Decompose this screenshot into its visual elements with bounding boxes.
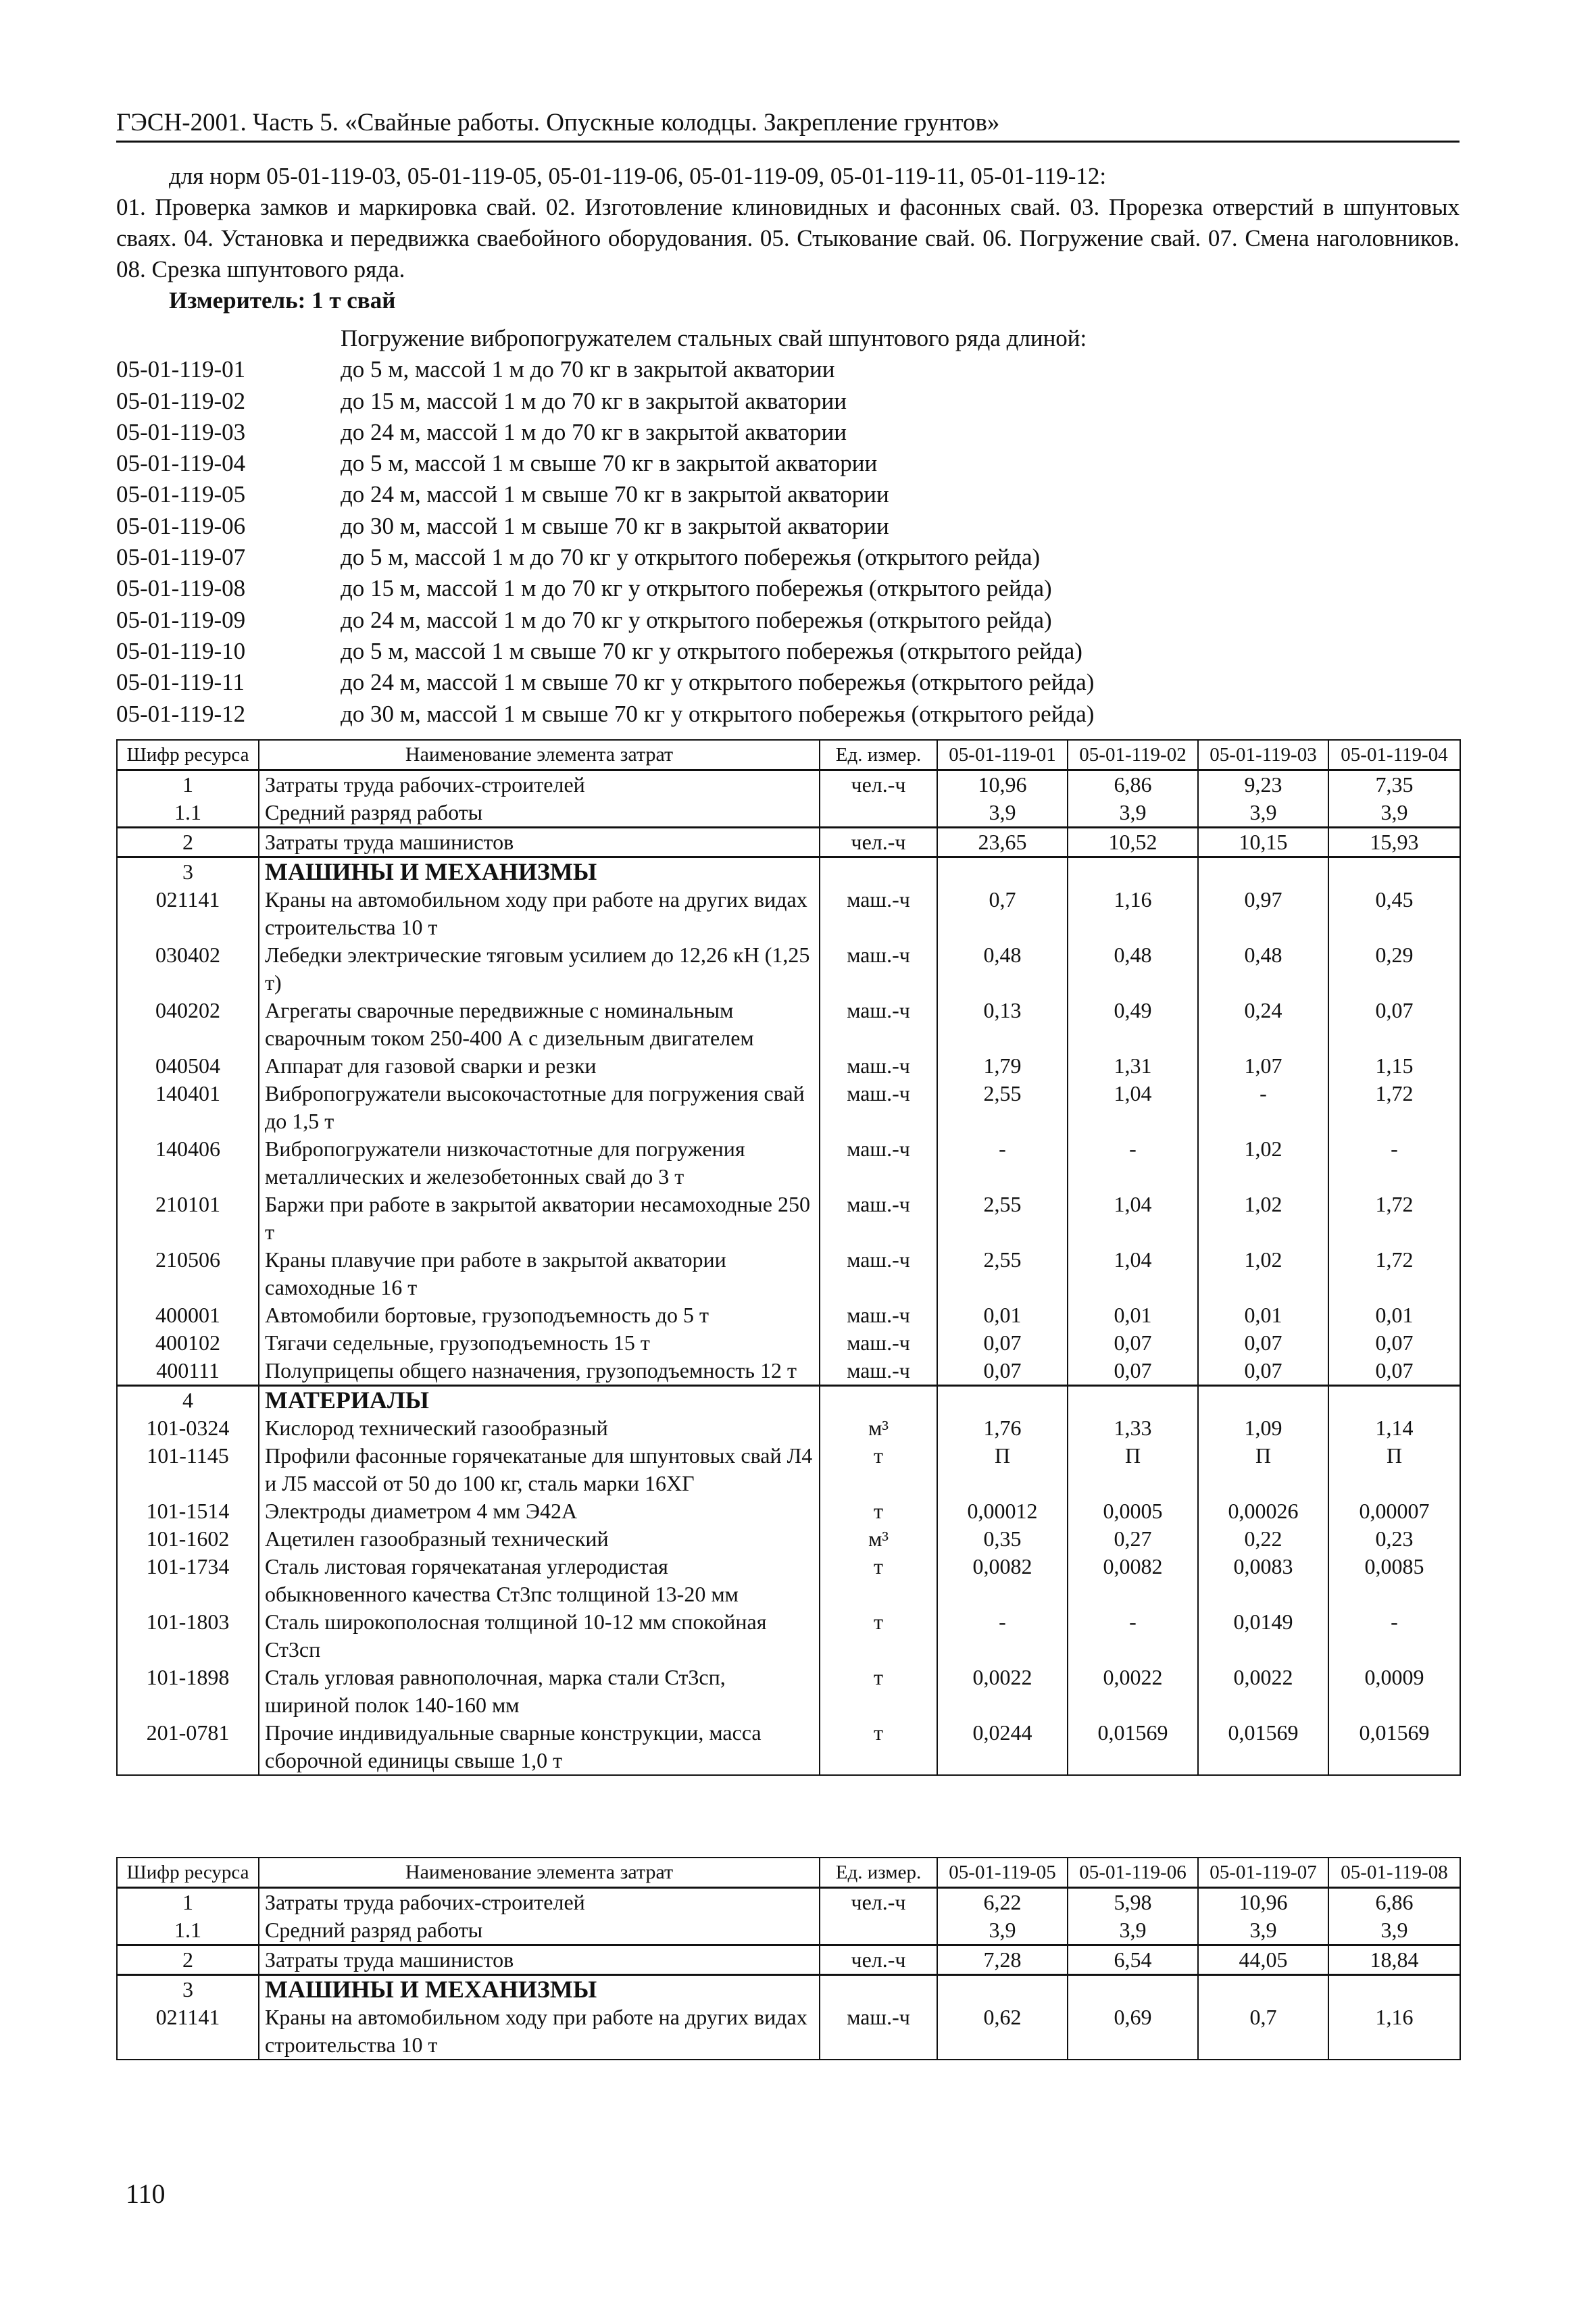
norm-value <box>937 1386 1068 1415</box>
unit-cell: т <box>820 1664 937 1719</box>
norm-value <box>1328 1386 1460 1415</box>
resource-code: 101-1602 <box>117 1525 259 1553</box>
cost-element-name: Автомобили бортовые, грузоподъемность до 5 т <box>259 1301 820 1329</box>
unit-cell: м³ <box>820 1525 937 1553</box>
norm-code: 05-01-119-05 <box>116 481 246 508</box>
resource-code: 040202 <box>117 997 259 1052</box>
norm-value <box>1198 857 1328 887</box>
norm-value: 0,07 <box>1328 1357 1460 1386</box>
cost-element-name: Кислород технический газообразный <box>259 1414 820 1442</box>
norm-value: 0,07 <box>1068 1329 1198 1357</box>
header-norm-col: 05-01-119-01 <box>937 740 1068 770</box>
page-number: 110 <box>126 2179 166 2209</box>
cost-element-name: Ацетилен газообразный технический <box>259 1525 820 1553</box>
table-row <box>117 2003 1460 2060</box>
unit-cell: маш.-ч <box>820 941 937 997</box>
table-row <box>117 997 1460 1052</box>
cost-element-name: Профили фасонные горячекатаные для шпунтовых свай Л4 и Л5 массой от 50 до 100 кг, сталь марки 16ХГ <box>259 1442 820 1497</box>
table-row <box>117 1945 1460 1975</box>
norm-row <box>116 573 1460 604</box>
table-row <box>117 1719 1460 1775</box>
cost-element-name: Затраты труда машинистов <box>259 1945 820 1975</box>
work-description <box>116 161 1460 316</box>
norm-value: 0,23 <box>1328 1525 1460 1553</box>
table-row <box>117 1664 1460 1719</box>
norm-value: 6,86 <box>1068 770 1198 799</box>
norm-value: П <box>1198 1442 1328 1497</box>
norm-row <box>116 354 1460 385</box>
cost-element-name: Затраты труда рабочих-строителей <box>259 770 820 799</box>
section-row <box>117 1386 1460 1415</box>
norm-value: 0,0082 <box>937 1553 1068 1608</box>
norm-row <box>116 511 1460 542</box>
page-header <box>116 107 1460 143</box>
unit-cell: маш.-ч <box>820 1301 937 1329</box>
table-row <box>117 1357 1460 1386</box>
table-row <box>117 1329 1460 1357</box>
cost-element-name: Краны на автомобильном ходу при работе на других видах строительства 10 т <box>259 2003 820 2060</box>
cost-element-name: Вибропогружатели низкочастотные для погружения металлических и железобетонных свай до 3 т <box>259 1135 820 1191</box>
header-name: Наименование элемента затрат <box>259 740 820 770</box>
table-row <box>117 1442 1460 1497</box>
norm-value: 0,0022 <box>1068 1664 1198 1719</box>
unit-cell <box>820 1916 937 1945</box>
unit-cell: чел.-ч <box>820 1888 937 1917</box>
norm-value: 0,0244 <box>937 1719 1068 1775</box>
section-row <box>117 1975 1460 2004</box>
norm-list-title: Погружение вибропогружателем стальных свай шпунтового ряда длиной: <box>341 325 1087 351</box>
unit-cell: т <box>820 1553 937 1608</box>
norm-value: 2,55 <box>937 1191 1068 1246</box>
resource-code: 2 <box>117 828 259 857</box>
table-row <box>117 1525 1460 1553</box>
norm-value: 1,07 <box>1198 1052 1328 1080</box>
norm-description: до 24 м, массой 1 м свыше 70 кг у открытого побережья (открытого рейда) <box>341 669 1095 696</box>
norm-value: 2,55 <box>937 1246 1068 1301</box>
norm-value: 0,01 <box>1328 1301 1460 1329</box>
table-header-row <box>117 740 1460 770</box>
norm-value: 7,35 <box>1328 770 1460 799</box>
header-code: Шифр ресурса <box>117 740 259 770</box>
cost-element-name: Лебедки электрические тяговым усилием до 12,26 кН (1,25 т) <box>259 941 820 997</box>
norm-value <box>937 1975 1068 2004</box>
cost-element-name: Краны плавучие при работе в закрытой акватории самоходные 16 т <box>259 1246 820 1301</box>
norm-value: 5,98 <box>1068 1888 1198 1917</box>
norm-items <box>116 354 1460 730</box>
norm-value: 6,54 <box>1068 1945 1198 1975</box>
unit-cell <box>820 857 937 887</box>
table-row <box>117 1888 1460 1917</box>
norm-value: 3,9 <box>1068 1916 1198 1945</box>
table-row <box>117 1608 1460 1664</box>
unit-cell: т <box>820 1719 937 1775</box>
norm-value: 1,15 <box>1328 1052 1460 1080</box>
norm-value: 1,16 <box>1328 2003 1460 2060</box>
resource-code: 101-1514 <box>117 1497 259 1525</box>
norm-value: 0,01569 <box>1068 1719 1198 1775</box>
resource-code: 030402 <box>117 941 259 997</box>
cost-element-name: Затраты труда рабочих-строителей <box>259 1888 820 1917</box>
norm-description: до 15 м, массой 1 м до 70 кг у открытого побережья (открытого рейда) <box>341 575 1052 602</box>
header-norm-col: 05-01-119-06 <box>1068 1858 1198 1888</box>
norm-description: до 5 м, массой 1 м до 70 кг у открытого побережья (открытого рейда) <box>341 544 1041 571</box>
norm-value: 0,07 <box>1198 1357 1328 1386</box>
norm-value: 3,9 <box>1328 799 1460 828</box>
header-code: Шифр ресурса <box>117 1858 259 1888</box>
norm-value: 0,0005 <box>1068 1497 1198 1525</box>
header-norm-col: 05-01-119-07 <box>1198 1858 1328 1888</box>
norm-value: 23,65 <box>937 828 1068 857</box>
section-row <box>117 857 1460 887</box>
norm-value: 6,86 <box>1328 1888 1460 1917</box>
norm-value: 0,00007 <box>1328 1497 1460 1525</box>
norm-value: 0,07 <box>1328 997 1460 1052</box>
resource-code: 101-1898 <box>117 1664 259 1719</box>
resource-code: 101-0324 <box>117 1414 259 1442</box>
norm-code: 05-01-119-10 <box>116 637 246 664</box>
norm-value: - <box>937 1608 1068 1664</box>
norm-value: 1,16 <box>1068 886 1198 941</box>
norm-value: 0,62 <box>937 2003 1068 2060</box>
resource-code: 101-1803 <box>117 1608 259 1664</box>
cost-element-name: Агрегаты сварочные передвижные с номинальным сварочным током 250-400 А с дизельным двигателем <box>259 997 820 1052</box>
norm-value: 0,0082 <box>1068 1553 1198 1608</box>
norm-value: 0,29 <box>1328 941 1460 997</box>
resource-code: 021141 <box>117 2003 259 2060</box>
norm-value <box>937 857 1068 887</box>
header-norm-col: 05-01-119-04 <box>1328 740 1460 770</box>
cost-element-name: Прочие индивидуальные сварные конструкции, масса сборочной единицы свыше 1,0 т <box>259 1719 820 1775</box>
header-norm-col: 05-01-119-05 <box>937 1858 1068 1888</box>
norm-value: 2,55 <box>937 1080 1068 1135</box>
norm-value: 9,23 <box>1198 770 1328 799</box>
resource-code: 3 <box>117 1975 259 2004</box>
norm-row <box>116 699 1460 730</box>
norm-value: 0,7 <box>937 886 1068 941</box>
norm-code: 05-01-119-12 <box>116 700 246 727</box>
norm-value <box>1198 1386 1328 1415</box>
table-row <box>117 1246 1460 1301</box>
norm-value: П <box>937 1442 1068 1497</box>
norm-code: 05-01-119-09 <box>116 606 246 633</box>
norm-value: 0,07 <box>937 1357 1068 1386</box>
resource-code: 1.1 <box>117 1916 259 1945</box>
unit-cell <box>820 1386 937 1415</box>
norm-value: 0,0085 <box>1328 1553 1460 1608</box>
norm-value: 0,13 <box>937 997 1068 1052</box>
norm-value: 0,01 <box>937 1301 1068 1329</box>
unit-cell: маш.-ч <box>820 1329 937 1357</box>
norm-value: 18,84 <box>1328 1945 1460 1975</box>
norm-value: 1,04 <box>1068 1246 1198 1301</box>
resource-code: 040504 <box>117 1052 259 1080</box>
resource-table-2 <box>116 1857 1461 2060</box>
norm-value: 0,35 <box>937 1525 1068 1553</box>
cost-element-name: Сталь листовая горячекатаная углеродистая обыкновенного качества Ст3пс толщиной 13-20 мм <box>259 1553 820 1608</box>
norm-value: - <box>1328 1608 1460 1664</box>
resource-table-1 <box>116 739 1461 1776</box>
table-row <box>117 1135 1460 1191</box>
norm-value: 3,9 <box>937 799 1068 828</box>
norm-value <box>1068 1975 1198 2004</box>
cost-element-name: МАШИНЫ И МЕХАНИЗМЫ <box>259 857 820 887</box>
header-norm-col: 05-01-119-02 <box>1068 740 1198 770</box>
norm-value: 0,49 <box>1068 997 1198 1052</box>
norm-code: 05-01-119-11 <box>116 669 245 696</box>
work-intro: для норм 05-01-119-03, 05-01-119-05, 05-01-119-06, 05-01-119-09, 05-01-119-11, 05-01-119-12: <box>169 163 1107 189</box>
norm-value: 10,52 <box>1068 828 1198 857</box>
norm-value: 0,24 <box>1198 997 1328 1052</box>
norm-value: 10,15 <box>1198 828 1328 857</box>
norm-value: 0,48 <box>1198 941 1328 997</box>
table-row <box>117 941 1460 997</box>
norm-value: 3,9 <box>1328 1916 1460 1945</box>
resource-code: 4 <box>117 1386 259 1415</box>
header-unit: Ед. измер. <box>820 1858 937 1888</box>
norm-description: до 5 м, массой 1 м до 70 кг в закрытой акватории <box>341 356 835 383</box>
norm-row <box>116 417 1460 448</box>
norm-value: П <box>1328 1442 1460 1497</box>
resource-code: 201-0781 <box>117 1719 259 1775</box>
work-operations: 01. Проверка замков и маркировка свай. 02. Изготовление клиновидных и фасонных свай. 03. Прорезка отверстий в шпунтовых сваях. 04. Установка и передвижка сваебойного оборудования. 05. Стыкование свай. 06. Погружение свай. 07. Смена наголовников. 08. Срезка шпунтового ряда. <box>116 194 1460 282</box>
cost-element-name: Электроды диаметром 4 мм Э42А <box>259 1497 820 1525</box>
resource-code: 210506 <box>117 1246 259 1301</box>
norm-value: 10,96 <box>1198 1888 1328 1917</box>
norm-value <box>1068 857 1198 887</box>
norm-value: 0,48 <box>1068 941 1198 997</box>
norm-code: 05-01-119-03 <box>116 418 246 445</box>
norm-value: 0,07 <box>1198 1329 1328 1357</box>
norm-value: 0,0083 <box>1198 1553 1328 1608</box>
norm-value: 7,28 <box>937 1945 1068 1975</box>
norm-row <box>116 479 1460 510</box>
cost-element-name: Баржи при работе в закрытой акватории несамоходные 250 т <box>259 1191 820 1246</box>
norm-value: 3,9 <box>937 1916 1068 1945</box>
norm-value: 0,01569 <box>1328 1719 1460 1775</box>
norm-code: 05-01-119-01 <box>116 356 246 383</box>
norm-row <box>116 667 1460 698</box>
norm-value: 0,69 <box>1068 2003 1198 2060</box>
header-name: Наименование элемента затрат <box>259 1858 820 1888</box>
table-row <box>117 1497 1460 1525</box>
norm-value <box>1328 1975 1460 2004</box>
norm-value: 0,07 <box>937 1329 1068 1357</box>
norm-value: 0,27 <box>1068 1525 1198 1553</box>
norm-row <box>116 636 1460 667</box>
norm-value: 0,00012 <box>937 1497 1068 1525</box>
norm-value: 0,00026 <box>1198 1497 1328 1525</box>
norm-value: 0,0009 <box>1328 1664 1460 1719</box>
unit-cell: маш.-ч <box>820 997 937 1052</box>
unit-cell: чел.-ч <box>820 1945 937 1975</box>
norm-value: - <box>1068 1608 1198 1664</box>
cost-element-name: Сталь широкополосная толщиной 10-12 мм спокойная Ст3сп <box>259 1608 820 1664</box>
norm-value: 1,14 <box>1328 1414 1460 1442</box>
unit-cell: маш.-ч <box>820 1135 937 1191</box>
table-header-row <box>117 1858 1460 1888</box>
table-row <box>117 1553 1460 1608</box>
cost-element-name: Затраты труда машинистов <box>259 828 820 857</box>
resource-code: 1.1 <box>117 799 259 828</box>
unit-cell <box>820 1975 937 2004</box>
norm-value: 0,22 <box>1198 1525 1328 1553</box>
norm-value: 1,72 <box>1328 1080 1460 1135</box>
table-row <box>117 1080 1460 1135</box>
resource-code: 210101 <box>117 1191 259 1246</box>
resource-code: 400001 <box>117 1301 259 1329</box>
norm-value: 44,05 <box>1198 1945 1328 1975</box>
resource-code: 400102 <box>117 1329 259 1357</box>
norm-value: 1,04 <box>1068 1191 1198 1246</box>
norm-code: 05-01-119-02 <box>116 387 246 414</box>
norm-value: - <box>1198 1080 1328 1135</box>
table-row <box>117 1052 1460 1080</box>
resource-code: 1 <box>117 770 259 799</box>
cost-element-name: Аппарат для газовой сварки и резки <box>259 1052 820 1080</box>
norm-code: 05-01-119-08 <box>116 575 246 602</box>
norm-value: 0,0022 <box>1198 1664 1328 1719</box>
cost-element-name: Средний разряд работы <box>259 799 820 828</box>
norm-value: 1,09 <box>1198 1414 1328 1442</box>
resource-code: 021141 <box>117 886 259 941</box>
norm-value: 1,02 <box>1198 1135 1328 1191</box>
unit-cell: маш.-ч <box>820 1052 937 1080</box>
cost-element-name: Средний разряд работы <box>259 1916 820 1945</box>
norm-description: до 24 м, массой 1 м до 70 кг в закрытой акватории <box>341 418 847 445</box>
cost-element-name: МАТЕРИАЛЫ <box>259 1386 820 1415</box>
norm-description: до 30 м, массой 1 м свыше 70 кг у открытого побережья (открытого рейда) <box>341 700 1095 727</box>
norm-value: 1,02 <box>1198 1246 1328 1301</box>
unit-cell: т <box>820 1497 937 1525</box>
table-body <box>117 770 1460 1776</box>
norm-value: П <box>1068 1442 1198 1497</box>
norm-row <box>116 605 1460 636</box>
norm-description: до 30 м, массой 1 м свыше 70 кг в закрытой акватории <box>341 512 889 539</box>
document-title: ГЭСН-2001. Часть 5. «Свайные работы. Опускные колодцы. Закрепление грунтов» <box>116 109 1000 136</box>
norm-row <box>116 448 1460 479</box>
norm-row <box>116 542 1460 573</box>
unit-cell: м³ <box>820 1414 937 1442</box>
norm-value <box>1328 857 1460 887</box>
norm-value: 1,04 <box>1068 1080 1198 1135</box>
norm-value: 0,01569 <box>1198 1719 1328 1775</box>
norm-value: 0,0149 <box>1198 1608 1328 1664</box>
norm-description: до 24 м, массой 1 м до 70 кг у открытого побережья (открытого рейда) <box>341 606 1052 633</box>
unit-cell: т <box>820 1442 937 1497</box>
norm-description: до 5 м, массой 1 м свыше 70 кг в закрытой акватории <box>341 450 878 477</box>
norm-value: - <box>1328 1135 1460 1191</box>
unit-cell: маш.-ч <box>820 1246 937 1301</box>
norm-code: 05-01-119-06 <box>116 512 246 539</box>
table-body <box>117 1888 1460 2060</box>
norm-code: 05-01-119-04 <box>116 450 246 477</box>
cost-element-name: Сталь угловая равнополочная, марка стали Ст3сп, шириной полок 140-160 мм <box>259 1664 820 1719</box>
norm-description: до 15 м, массой 1 м до 70 кг в закрытой акватории <box>341 387 847 414</box>
cost-element-name: Полуприцепы общего назначения, грузоподъемность 12 т <box>259 1357 820 1386</box>
norm-value: 1,33 <box>1068 1414 1198 1442</box>
resource-code: 1 <box>117 1888 259 1917</box>
norm-value: 1,72 <box>1328 1246 1460 1301</box>
resource-code: 400111 <box>117 1357 259 1386</box>
norm-value: 3,9 <box>1198 1916 1328 1945</box>
norm-description: до 24 м, массой 1 м свыше 70 кг в закрытой акватории <box>341 481 889 508</box>
resource-code: 101-1145 <box>117 1442 259 1497</box>
unit-cell: чел.-ч <box>820 770 937 799</box>
norm-value: 0,48 <box>937 941 1068 997</box>
unit-cell: маш.-ч <box>820 2003 937 2060</box>
norm-value: 0,7 <box>1198 2003 1328 2060</box>
norm-description: до 5 м, массой 1 м свыше 70 кг у открытого побережья (открытого рейда) <box>341 637 1082 664</box>
norm-code: 05-01-119-07 <box>116 544 246 571</box>
norm-value: - <box>937 1135 1068 1191</box>
norm-value: 0,45 <box>1328 886 1460 941</box>
unit-cell: чел.-ч <box>820 828 937 857</box>
norm-value: 0,97 <box>1198 886 1328 941</box>
header-norm-col: 05-01-119-08 <box>1328 1858 1460 1888</box>
norm-value: 0,0022 <box>937 1664 1068 1719</box>
norm-value: 1,31 <box>1068 1052 1198 1080</box>
table-row <box>117 799 1460 828</box>
resource-code: 101-1734 <box>117 1553 259 1608</box>
norm-row <box>116 386 1460 417</box>
resource-code: 2 <box>117 1945 259 1975</box>
cost-element-name: Тягачи седельные, грузоподъемность 15 т <box>259 1329 820 1357</box>
unit-cell <box>820 799 937 828</box>
norm-value: 0,07 <box>1328 1329 1460 1357</box>
resource-code: 140401 <box>117 1080 259 1135</box>
norm-value <box>1068 1386 1198 1415</box>
unit-cell: маш.-ч <box>820 1080 937 1135</box>
table-row <box>117 1916 1460 1945</box>
norm-value <box>1198 1975 1328 2004</box>
work-meter: Измеритель: 1 т свай <box>169 287 396 314</box>
norm-value: - <box>1068 1135 1198 1191</box>
norm-value: 1,76 <box>937 1414 1068 1442</box>
header-norm-col: 05-01-119-03 <box>1198 740 1328 770</box>
cost-element-name: Вибропогружатели высокочастотные для погружения свай до 1,5 т <box>259 1080 820 1135</box>
table-row <box>117 1414 1460 1442</box>
header-unit: Ед. измер. <box>820 740 937 770</box>
norm-value: 1,72 <box>1328 1191 1460 1246</box>
resource-code: 3 <box>117 857 259 887</box>
norm-list <box>116 323 1460 730</box>
unit-cell: маш.-ч <box>820 1357 937 1386</box>
norm-value: 0,07 <box>1068 1357 1198 1386</box>
norm-value: 15,93 <box>1328 828 1460 857</box>
norm-value: 1,02 <box>1198 1191 1328 1246</box>
table-row <box>117 886 1460 941</box>
unit-cell: т <box>820 1608 937 1664</box>
norm-value: 3,9 <box>1198 799 1328 828</box>
norm-value: 0,01 <box>1068 1301 1198 1329</box>
norm-value: 6,22 <box>937 1888 1068 1917</box>
norm-value: 3,9 <box>1068 799 1198 828</box>
table-row <box>117 1191 1460 1246</box>
unit-cell: маш.-ч <box>820 886 937 941</box>
norm-value: 0,01 <box>1198 1301 1328 1329</box>
norm-value: 1,79 <box>937 1052 1068 1080</box>
table-row <box>117 1301 1460 1329</box>
resource-code: 140406 <box>117 1135 259 1191</box>
table-row <box>117 770 1460 799</box>
norm-value: 10,96 <box>937 770 1068 799</box>
unit-cell: маш.-ч <box>820 1191 937 1246</box>
cost-element-name: МАШИНЫ И МЕХАНИЗМЫ <box>259 1975 820 2004</box>
cost-element-name: Краны на автомобильном ходу при работе на других видах строительства 10 т <box>259 886 820 941</box>
table-row <box>117 828 1460 857</box>
